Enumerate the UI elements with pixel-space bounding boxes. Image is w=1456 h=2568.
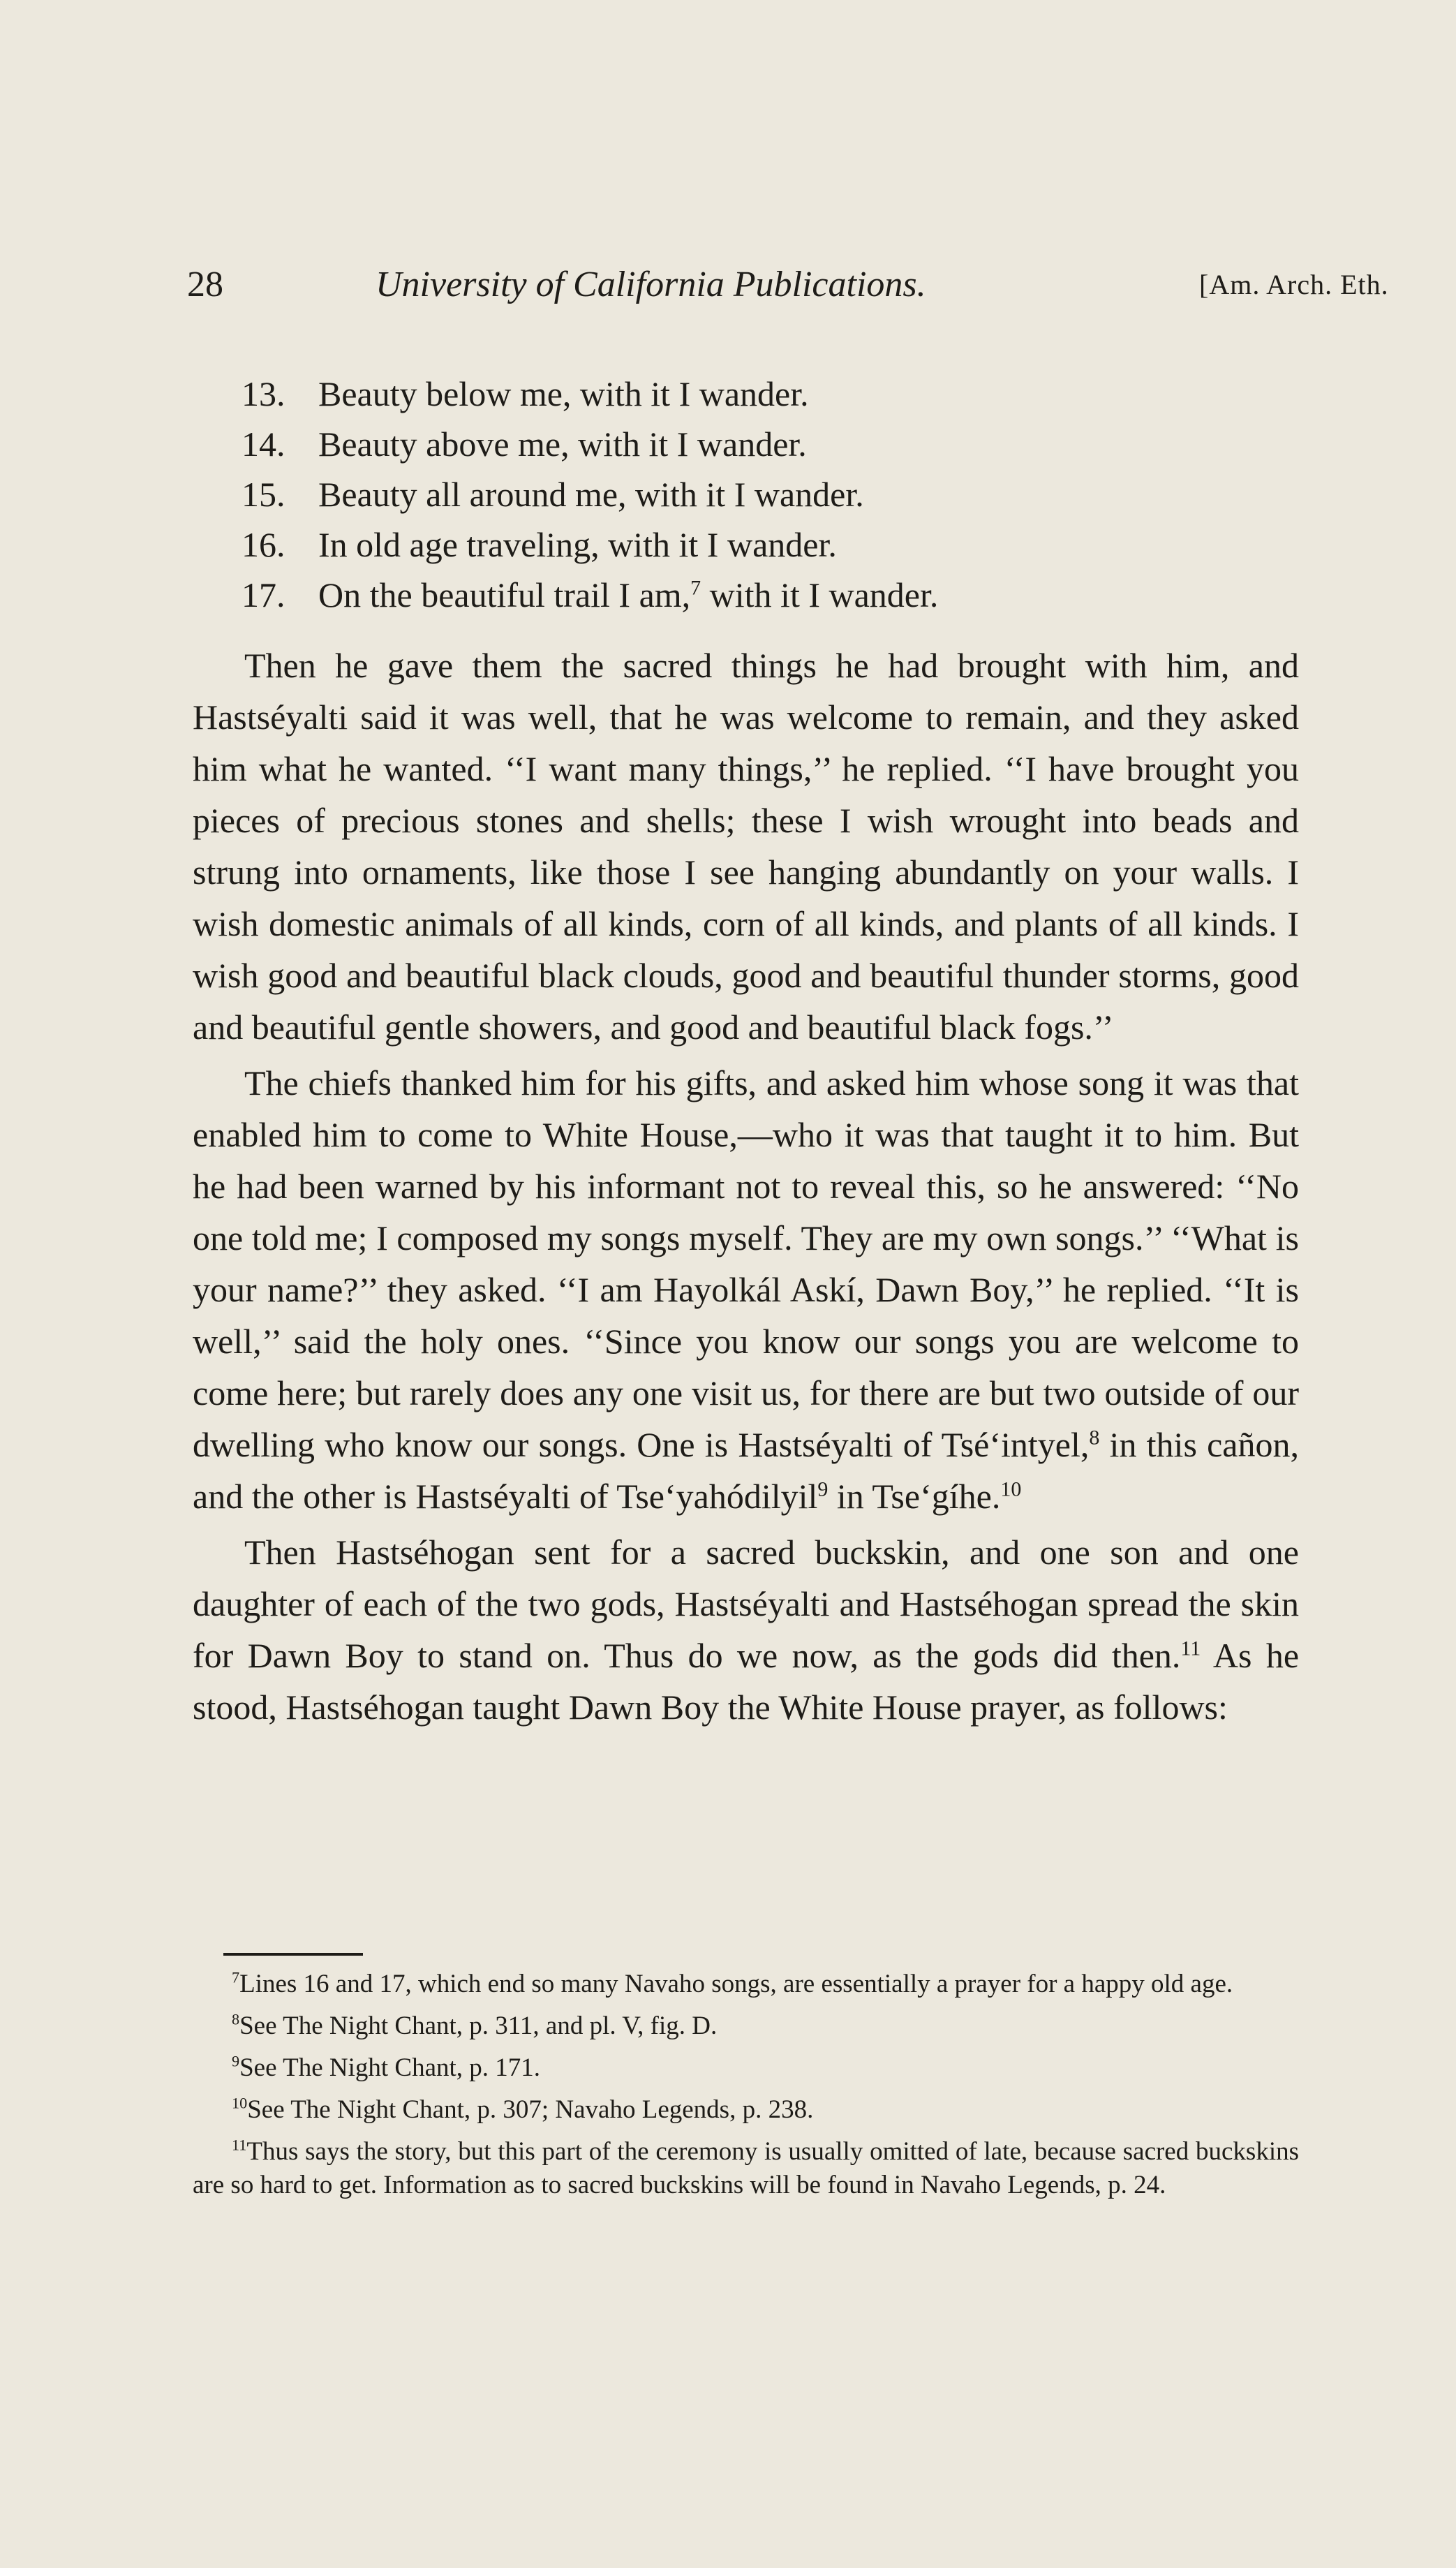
song-verses bbox=[242, 369, 1288, 620]
verse-number: 16. bbox=[242, 525, 285, 564]
paragraph bbox=[193, 1057, 1299, 1522]
paragraph-text: As he stood, Hastséhogan taught Dawn Boy the White House prayer, as follows: bbox=[193, 1636, 1300, 1727]
verse-text: In old age traveling, with it I wander. bbox=[318, 525, 837, 564]
paragraph-text: The chiefs thanked him for his gifts, and asked him whose song it was that enabled him to come to White House,—who it was that taught it to him. But he had been warned by his informant not to reveal this, so he answered: ‘‘No one told me; I composed my songs myself. They are my own songs.’’ ‘‘What is your name?’’ they asked. ‘‘I am Hayolkál Askí, Dawn Boy,’’ he replied. ‘‘It is well,’’ said the holy ones. ‘‘Since you know our songs you are welcome to come here; but rarely does any one visit us, for there are but two outside of our dwelling who know our songs. One is Hastséyalti of Tsé‘intyel, bbox=[193, 1063, 1299, 1464]
footnote bbox=[193, 1968, 1299, 2001]
footnote-text: See The Night Chant, p. 311, and pl. V, fig. D. bbox=[239, 2012, 718, 2040]
paragraph-text: Then Hastséhogan sent for a sacred buckskin, and one son and one daughter of each of the two gods, Hastséyalti and Hastséhogan spread the skin for Dawn Boy to stand on. Thus do we now, as the gods did then. bbox=[193, 1533, 1299, 1675]
verse-text: Beauty below me, with it I wander. bbox=[318, 374, 809, 413]
paragraph bbox=[193, 640, 1299, 1053]
verse-number: 17. bbox=[242, 575, 285, 614]
footnote bbox=[193, 2051, 1299, 2085]
verse-line bbox=[242, 519, 1288, 570]
paragraph-text: in Tse‘gíhe. bbox=[828, 1477, 1001, 1516]
verse-line bbox=[242, 570, 1288, 620]
footnote-divider bbox=[223, 1953, 363, 1956]
footnote-ref[interactable]: 8 bbox=[1089, 1426, 1100, 1449]
verse-number: 13. bbox=[242, 374, 285, 413]
footnote-text: See The Night Chant, p. 307; Navaho Legends, p. 238. bbox=[247, 2095, 814, 2124]
verse-number: 14. bbox=[242, 425, 285, 464]
footnote-ref[interactable]: 7 bbox=[690, 576, 701, 600]
verse-text: Beauty above me, with it I wander. bbox=[318, 425, 807, 464]
verse-text: Beauty all around me, with it I wander. bbox=[318, 475, 864, 514]
footnote-ref[interactable]: 9 bbox=[817, 1477, 829, 1501]
footnotes bbox=[193, 1968, 1299, 2211]
paragraph-text: in this cañon, and the other is Hastséyalti of Tse‘yahódilyil bbox=[193, 1425, 1299, 1516]
footnote bbox=[193, 2135, 1299, 2202]
verse-number: 15. bbox=[242, 475, 285, 514]
paragraph-text: Then he gave them the sacred things he had brought with him, and Hastséyalti said it was well, that he was welcome to remain, and they asked him what he wanted. ‘‘I want many things,’’ he replied. ‘‘I have brought you pieces of precious stones and shells; these I wish wrought into beads and strung into ornaments, like those I see hanging abundantly on your walls. I wish domestic animals of all kinds, corn of all kinds, and plants of all kinds. I wish good and beautiful black clouds, good and beautiful thunder storms, good and beautiful gentle showers, and good and beautiful black fogs.’’ bbox=[193, 646, 1299, 1047]
verse-line bbox=[242, 419, 1288, 469]
page-number: 28 bbox=[187, 265, 223, 304]
body-text bbox=[193, 640, 1299, 1737]
footnote-number: 9 bbox=[232, 2052, 240, 2070]
footnote-text: Lines 16 and 17, which end so many Navaho songs, are essentially a prayer for a happy old age. bbox=[239, 1970, 1233, 1998]
footnote-number: 11 bbox=[232, 2136, 247, 2154]
footnote-ref[interactable]: 10 bbox=[1000, 1477, 1022, 1501]
footnote-text: See The Night Chant, p. 171. bbox=[239, 2053, 541, 2082]
paragraph bbox=[193, 1526, 1299, 1733]
footnote-text: Thus says the story, but this part of the ceremony is usually omitted of late, because sacred buckskins are so hard to get. Information as to sacred buckskins will be found in Navaho Legends, p. 24. bbox=[193, 2137, 1299, 2199]
verse-text: On the beautiful trail I am, bbox=[318, 575, 691, 614]
footnote-ref[interactable]: 11 bbox=[1180, 1637, 1201, 1660]
verse-line bbox=[242, 469, 1288, 519]
series-label: [Am. Arch. Eth. bbox=[1199, 269, 1389, 300]
footnote-number: 10 bbox=[232, 2094, 248, 2112]
footnote-number: 7 bbox=[232, 1968, 240, 1986]
verse-line bbox=[242, 369, 1288, 419]
running-title: University of California Publications. bbox=[376, 265, 926, 304]
footnote-number: 8 bbox=[232, 2010, 240, 2028]
footnote bbox=[193, 2009, 1299, 2043]
verse-text-tail: with it I wander. bbox=[701, 575, 939, 614]
footnote bbox=[193, 2093, 1299, 2127]
